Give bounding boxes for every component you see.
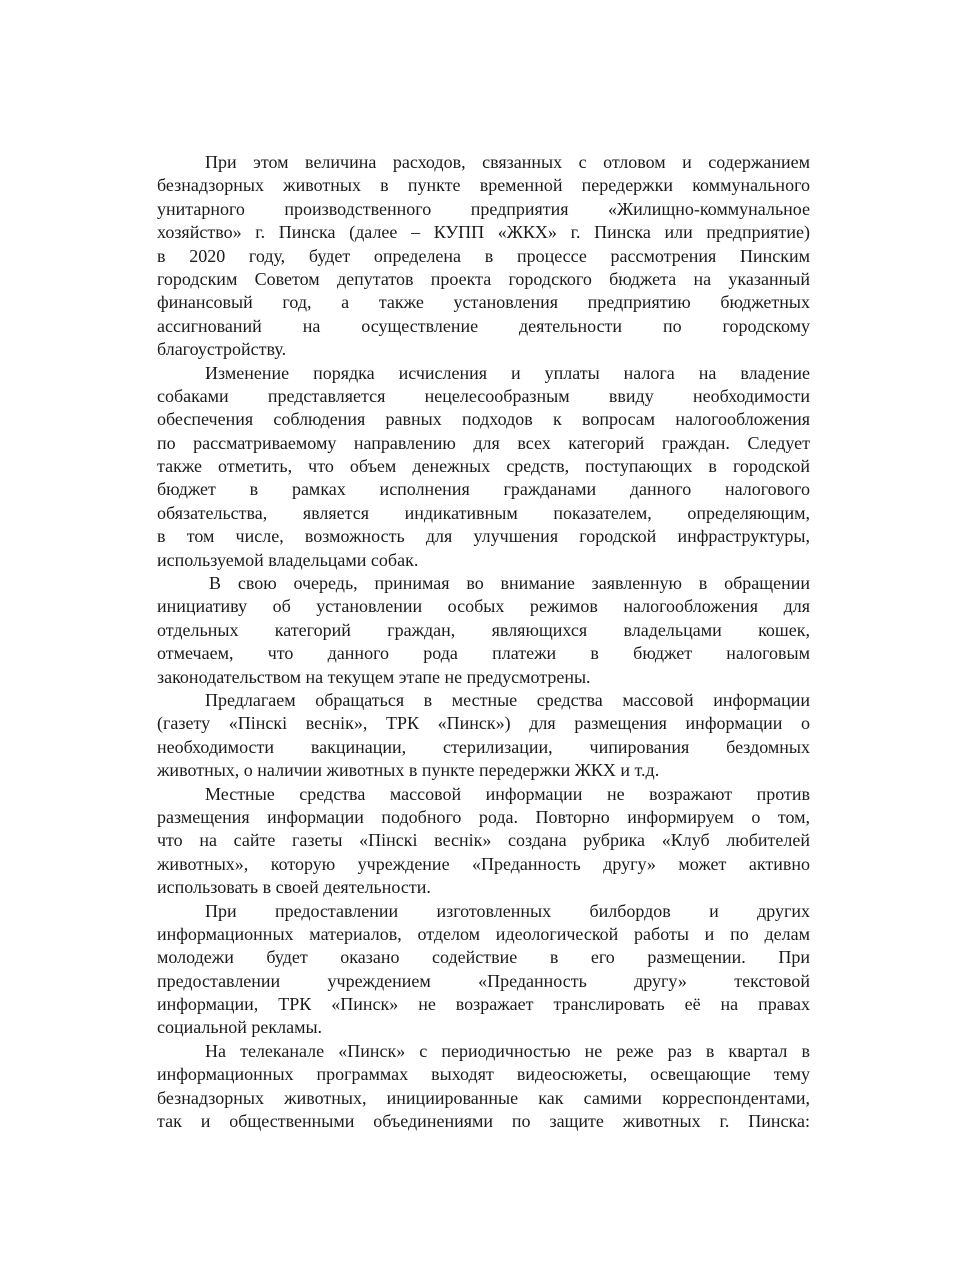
text-line: также отметить, что объем денежных средств, поступающих в городской xyxy=(157,456,810,477)
text-line: безнадзорных животных, инициированные как самими корреспондентами, xyxy=(157,1087,810,1108)
text-line: инициативу об установлении особых режимов налогообложения для xyxy=(157,596,810,617)
text-line: использовать в своей деятельности. xyxy=(157,877,431,898)
text-line: в 2020 году, будет определена в процессе рассмотрения Пинским xyxy=(157,245,810,266)
text-line: отмечаем, что данного рода платежи в бюджет налоговым xyxy=(157,643,810,664)
paragraph xyxy=(157,151,810,362)
text-line: молодежи будет оказано содействие в его размещении. При xyxy=(157,947,810,968)
text-line: бюджет в рамках исполнения гражданами данного налогового xyxy=(157,479,810,500)
paragraph xyxy=(157,1040,810,1134)
text-line: отдельных категорий граждан, являющихся владельцами кошек, xyxy=(157,619,810,640)
text-line: в том числе, возможность для улучшения городской инфраструктуры, xyxy=(157,526,810,547)
text-line: законодательством на текущем этапе не предусмотрены. xyxy=(157,666,591,687)
text-line: Изменение порядка исчисления и уплаты налога на владение xyxy=(205,362,810,383)
text-line: обеспечения соблюдения равных подходов к вопросам налогообложения xyxy=(157,409,810,430)
text-line: что на сайте газеты «Пінскі веснік» создана рубрика «Клуб любителей xyxy=(157,830,810,851)
text-line: (газету «Пінскі веснік», ТРК «Пинск») для размещения информации о xyxy=(157,713,810,734)
text-line: размещения информации подобного рода. Повторно информируем о том, xyxy=(157,806,810,827)
paragraph xyxy=(157,900,810,1040)
text-line: городским Советом депутатов проекта городского бюджета на указанный xyxy=(157,268,810,289)
text-line: хозяйство» г. Пинска (далее – КУПП «ЖКХ» г. Пинска или предприятие) xyxy=(157,222,810,243)
text-line: При предоставлении изготовленных билбордов и других xyxy=(205,900,810,921)
text-line: так и общественными объединениями по защите животных г. Пинска: xyxy=(157,1111,810,1132)
text-line: В свою очередь, принимая во внимание заявленную в обращении xyxy=(209,573,810,594)
text-line: благоустройству. xyxy=(157,339,287,360)
text-line: животных», которую учреждение «Преданность другу» может активно xyxy=(157,853,810,874)
text-line: собаками представляется нецелесообразным ввиду необходимости xyxy=(157,385,810,406)
text-line: На телеканале «Пинск» с периодичностью не реже раз в квартал в xyxy=(205,1040,810,1061)
text-line: информации, ТРК «Пинск» не возражает транслировать её на правах xyxy=(157,994,810,1015)
text-line: предоставлении учреждением «Преданность другу» текстовой xyxy=(157,970,810,991)
text-line: Местные средства массовой информации не возражают против xyxy=(205,783,810,804)
paragraph xyxy=(157,572,810,689)
text-line: ассигнований на осуществление деятельности по городскому xyxy=(157,315,810,336)
text-line: обязательства, является индикативным показателем, определяющим, xyxy=(157,502,810,523)
text-line: используемой владельцами собак. xyxy=(157,549,419,570)
text-line: безнадзорных животных в пункте временной передержки коммунального xyxy=(157,175,810,196)
text-line: унитарного производственного предприятия «Жилищно-коммунальное xyxy=(157,198,810,219)
text-line: информационных материалов, отделом идеологической работы и по делам xyxy=(157,923,810,944)
text-line: информационных программах выходят видеосюжеты, освещающие тему xyxy=(157,1064,810,1085)
text-line: При этом величина расходов, связанных с отловом и содержанием xyxy=(205,152,810,172)
text-line: по рассматриваемому направлению для всех категорий граждан. Следует xyxy=(157,432,810,453)
paragraph xyxy=(157,689,810,783)
text-line: животных, о наличии животных в пункте передержки ЖКХ и т.д. xyxy=(157,760,660,781)
text-line: Предлагаем обращаться в местные средства массовой информации xyxy=(205,689,810,710)
paragraph xyxy=(157,362,810,573)
paragraph xyxy=(157,783,810,900)
text-line: финансовый год, а также установления предприятию бюджетных xyxy=(157,292,810,313)
text-line: социальной рекламы. xyxy=(157,1017,323,1038)
text-line: необходимости вакцинации, стерилизации, чипирования бездомных xyxy=(157,736,810,757)
document-body xyxy=(157,151,810,1133)
